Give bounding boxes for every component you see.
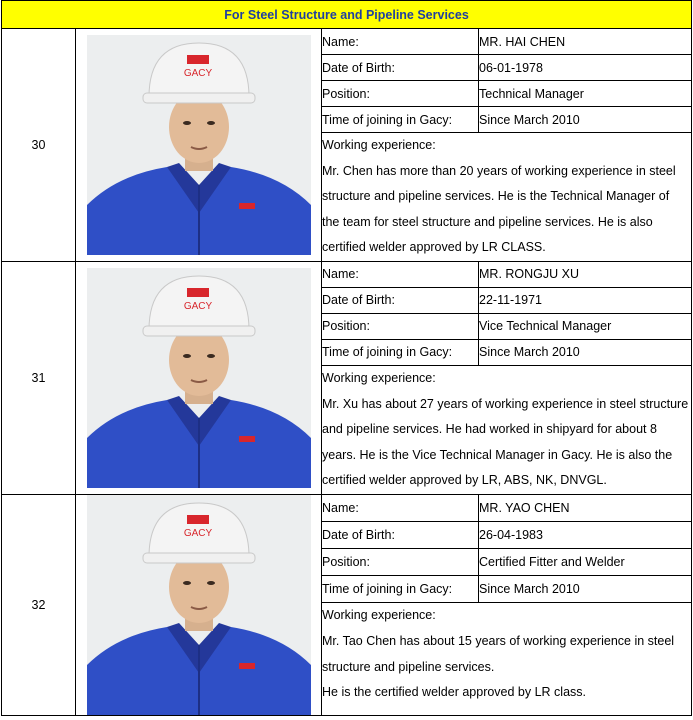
name-value: MR. YAO CHEN — [479, 494, 692, 521]
joined-value: Since March 2010 — [479, 107, 692, 133]
staff-number: 30 — [2, 29, 76, 262]
position-label: Position: — [322, 313, 479, 339]
table-title: For Steel Structure and Pipeline Services — [2, 1, 692, 29]
joined-label: Time of joining in Gacy: — [322, 576, 479, 603]
joined-value: Since March 2010 — [479, 576, 692, 603]
position-value: Vice Technical Manager — [479, 313, 692, 339]
name-label: Name: — [322, 494, 479, 521]
position-label: Position: — [322, 549, 479, 576]
joined-label: Time of joining in Gacy: — [322, 107, 479, 133]
joined-label: Time of joining in Gacy: — [322, 339, 479, 365]
experience-line: He is the certified welder approved by LR class. — [322, 685, 587, 700]
experience-line: Mr. Xu has about 27 years of working experience in steel structure — [322, 396, 689, 411]
experience-line: structure and pipeline services. — [322, 659, 495, 674]
experience-line: certified welder approved by LR CLASS. — [322, 240, 546, 255]
position-label: Position: — [322, 81, 479, 107]
table-title-row — [2, 1, 692, 29]
experience-line: years. He is the Vice Technical Manager in Gacy. He is also the — [322, 447, 673, 462]
experience-label: Working experience: — [322, 370, 436, 385]
staff-number: 31 — [2, 261, 76, 494]
experience-line: the team for steel structure and pipeline services. He is also — [322, 214, 653, 229]
name-value: MR. RONGJU XU — [479, 261, 692, 287]
position-value: Certified Fitter and Welder — [479, 549, 692, 576]
staff-photo-cell — [76, 494, 322, 715]
dob-value: 22-11-1971 — [479, 287, 692, 313]
staff-number: 32 — [2, 494, 76, 715]
helmet-logo-text: GACY — [183, 300, 212, 312]
dob-label: Date of Birth: — [322, 522, 479, 549]
experience-line: structure and pipeline services. He is the Technical Manager of — [322, 189, 670, 204]
experience-label: Working experience: — [322, 608, 436, 623]
name-label: Name: — [322, 29, 479, 55]
staff-photo — [87, 495, 311, 715]
experience-line: Mr. Tao Chen has about 15 years of working experience in steel — [322, 633, 675, 648]
staff-photo — [87, 35, 311, 255]
staff-photo — [87, 268, 311, 488]
dob-value: 26-04-1983 — [479, 522, 692, 549]
dob-value: 06-01-1978 — [479, 55, 692, 81]
helmet-logo-text: GACY — [183, 67, 212, 79]
staff-row-31 — [2, 261, 692, 287]
experience-cell — [322, 133, 692, 262]
experience-line: Mr. Chen has more than 20 years of working experience in steel — [322, 163, 676, 178]
dob-label: Date of Birth: — [322, 55, 479, 81]
name-value: MR. HAI CHEN — [479, 29, 692, 55]
staff-photo-cell — [76, 29, 322, 262]
joined-value: Since March 2010 — [479, 339, 692, 365]
position-value: Technical Manager — [479, 81, 692, 107]
staff-photo-cell — [76, 261, 322, 494]
staff-row-30 — [2, 29, 692, 55]
worker-portrait-image — [87, 35, 311, 255]
name-label: Name: — [322, 261, 479, 287]
experience-cell — [322, 365, 692, 494]
worker-portrait-image — [87, 268, 311, 488]
helmet-logo-text: GACY — [183, 527, 212, 539]
staff-row-32 — [2, 494, 692, 521]
worker-portrait-image — [87, 495, 311, 715]
experience-label: Working experience: — [322, 138, 436, 152]
staff-table — [1, 0, 692, 716]
dob-label: Date of Birth: — [322, 287, 479, 313]
experience-line: and pipeline services. He had worked in shipyard for about 8 — [322, 422, 657, 437]
experience-line: certified welder approved by LR, ABS, NK, DNVGL. — [322, 473, 607, 488]
experience-cell — [322, 603, 692, 716]
